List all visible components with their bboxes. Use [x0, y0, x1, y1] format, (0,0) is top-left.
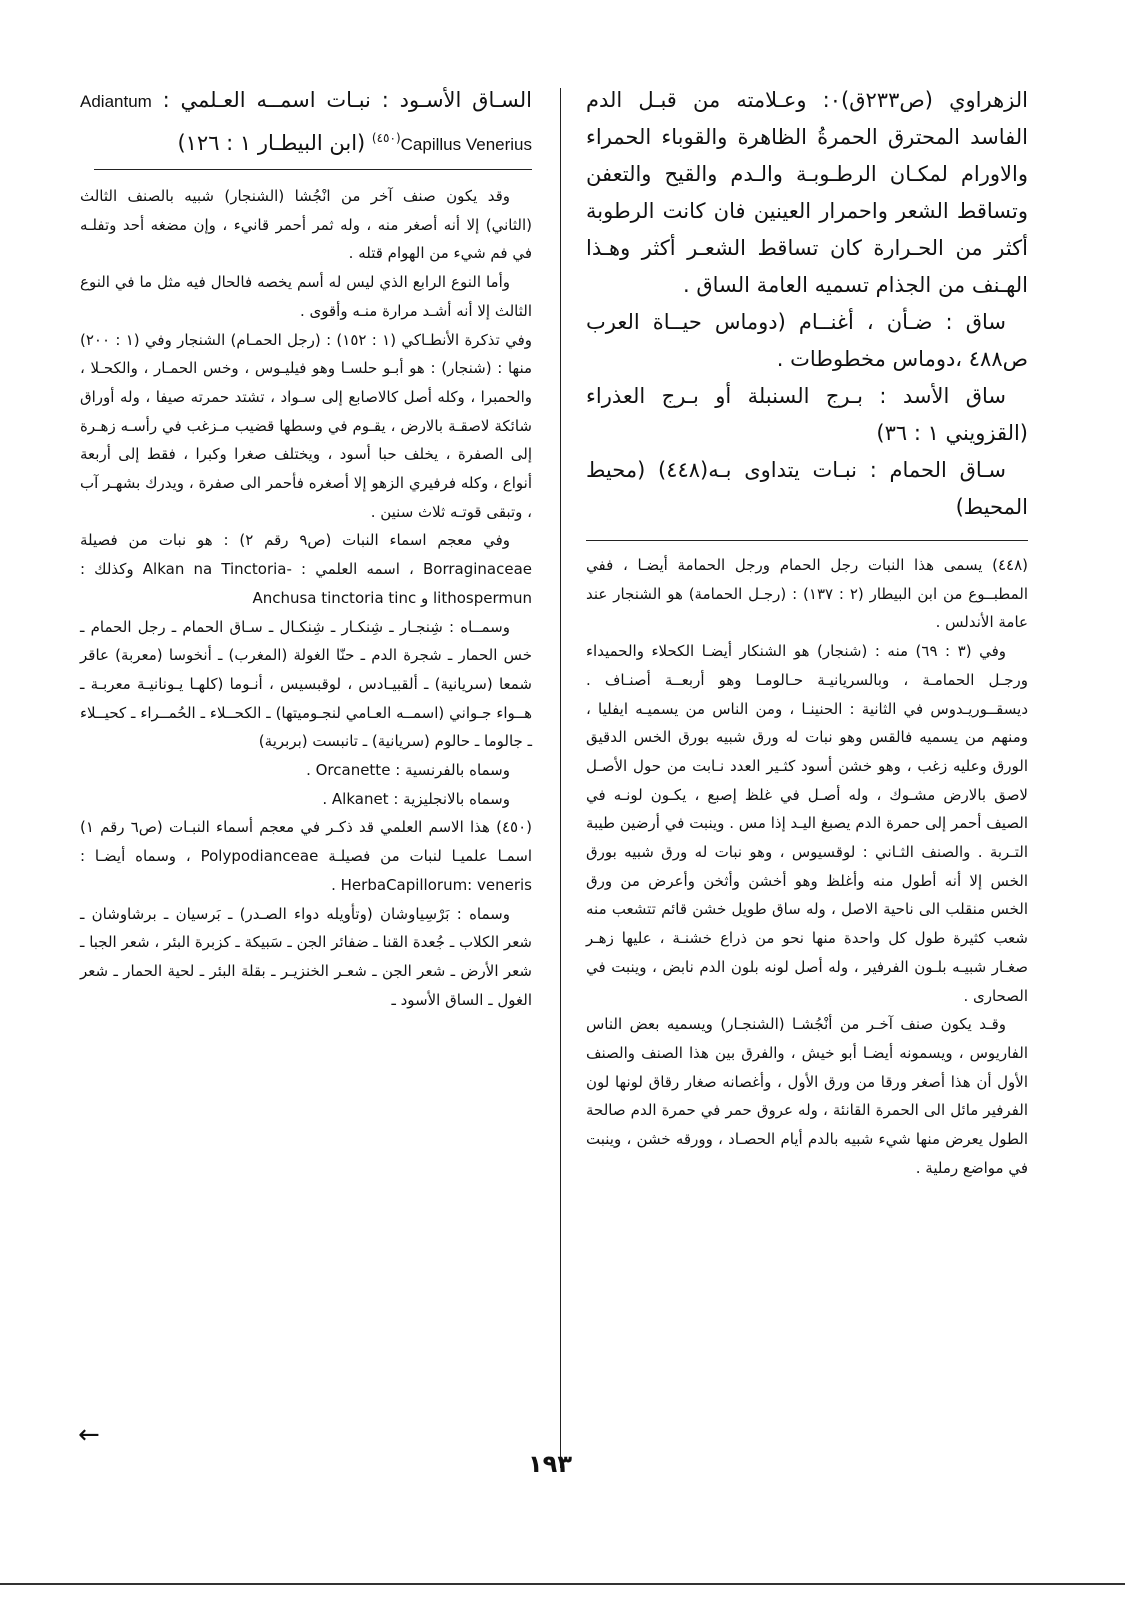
scan-bottom-edge — [0, 1583, 1125, 1585]
footnote-450-names: وسماه : بَرْسِياوشان (وتأويله دواء الصـدر) ـ بَرسيان ـ برشاوشان ـ شعر الكلاب ـ جُعدة القنا ـ ضفائر الجن ـ سَبيكة ـ كزبرة البئر ، شعر الجبا ـ شعر الأرض ـ شعر الجن ـ شعـر الخنزيـر ـ بقلة البئر ـ لحية الحمار ـ شعر الغول ـ الساق الأسود ـ — [80, 904, 532, 1009]
footnote-448-para-5: وأما النوع الرابع الذي ليس له أسم يخصه فالحال فيه مثل ما في النوع الثالث إلا أنه أشـد مرارة منـه وأقوى . — [80, 273, 532, 320]
left-column — [80, 82, 532, 1014]
entry-saq-al-asad: ساق الأسد : بـرج السنبلة أو بـرج العذراء (القزويني ١ : ٣٦) — [586, 384, 1028, 445]
entry-saq-al-aswad-text: السـاق الأسـود : نبـات اسمــه العـلمي : — [162, 88, 532, 112]
footnote-448-para-3: وقـد يكون صنف آخـر من أنْجُشـا (الشنجـار) ويسميه بعض الناس الفاريوس ، ويسمونه أيضـا أبو خيش ، والفرق بين هذا الصنف والصنف الأول أن هذا أصغر ورقا من ورق الأول ، وأغصانه صغار رقاق لونها لون الفرفير مائل الى الحمرة القانئة ، وله عروق حمر في حمرة الدم صالحة الطول يعرض منها شيء شبيه بالدم أيام الحصـاد ، وورقه خشن ، وينبت في مواضع رملية . — [586, 1015, 1028, 1177]
footnote-450: (٤٥٠) هذا الاسم العلمي قد ذكـر في معجم أسماء النبـات (ص٦ رقم ١) اسمـا علميـا لنبات من فصيلـة Polypodianceae ، وسماه أيضـا : HerbaCapillorum: veneris . — [80, 818, 532, 894]
footnote-448-english: وسماه بالانجليزية : Alkanet . — [322, 789, 510, 808]
right-column — [586, 82, 1028, 1182]
entry-saq-al-aswad-source: (ابن البيطـار ١ : ١٢٦) — [177, 131, 372, 155]
column-separator — [560, 88, 561, 1468]
footnote-ref-450: (٤٥٠) — [371, 131, 401, 145]
left-footnotes — [80, 182, 532, 1014]
footnote-448-para-4: وقد يكون صنف آخر من انْجُشا (الشنجار) شبيه بالصنف الثالث (الثاني) إلا أنه أصغر منه ، وله ثمر أحمر قانيء ، وإن مضغه أحد وتفلـه في فم شيء من الهوام قتله . — [80, 187, 532, 263]
footnote-448-french: وسماه بالفرنسية : Orcanette . — [306, 761, 510, 780]
latin-name: Adiantum Capillus Venerius — [80, 92, 532, 154]
left-main-text — [80, 82, 532, 163]
footnote-448-mujam: وفي معجم اسماء النبات (ص٩ رقم ٢) : هو نبات من فصيلة Borraginaceae ، اسمه العلمي : -Alkan na Tinctoria وكذلك : lithospermun و Anchusa tinctoria tinc — [80, 531, 533, 607]
entry-saq-al-aswad — [80, 82, 532, 163]
footnote-448: (٤٤٨) يسمى هذا النبات رجل الحمام ورجل الحمامة أيضـا ، ففي المطبــوع من ابن البيطار (٢ : ١٣٧) : (رجـل الحمامة) هو الشنجار عند عامة الأندلس . — [586, 556, 1029, 632]
entry-saq: ساق : ضـأن ، أغنــام (دوماس حيــاة العرب ص٤٨٨ ،دوماس مخطوطات . — [586, 310, 1028, 371]
footnote-divider-right — [586, 540, 1028, 541]
footnote-448-para-2: وفي (٣ : ٦٩) منه : (شنجار) هو الشنكار أيضـا الكحلاء والحميداء ورجـل الحمامـة ، وبالسريانيـة حـالومـا وهو أربعــة أصنـاف . ديسقــوريـدوس في الثانية : الحنينـا ، ومن الناس من يسميـه ايفليا ، ومنهم من يسميه فالقس وهو نبات له ورق شبيه بورق الخس الدقيق الورق وعليه زغب ، وهو خشن أسود كثـير العدد نـابت من حول الأصـل لاصق بالارض مشـوك ، وله أصـل في غلظ إصبع ، يكـون لونـه في الصيف أحمر إلى حمرة الدم يصبغ اليـد إذا مس . وينبت في أرضين طيبة التـربة . والصنف الثـاني : لوقسيوس ، وهو نبات له ورق شبيه بورق الخس إلا أنه أطول منه وأغلظ وهو أخشن وأثخن وأعرض من ورق الخس منقلب الى ناحية الاصل ، وله ساق طويل خشن قائم تتشعب منه شعب كثيرة طول كل واحدة منها نحو من ذراع خشنـة ، عليها زهـر صغـار شبيـه بلـون الفرفير ، وله أصل لونه بلون الدم نابض ، وينبت في الصحارى . — [586, 642, 1028, 1005]
footnote-divider-left — [94, 169, 532, 170]
continue-arrow-icon: ← — [78, 1420, 100, 1450]
right-footnotes — [586, 551, 1028, 1182]
entry-zahrawi: الزهراوي (ص٢٣٣ق)٠: وعـلامته من قبـل الدم الفاسد المحترق الحمرةُ الظاهرة والقوباء الحمراء والاورام لمكـان الرطـوبـة والـدم والقيح والتعفن وتساقط الشعر واحمرار العينين فان كانت الرطوبة أكثر من الحـرارة كان تساقط الشعـر أكثر وهـذا الهـنف من الجذام تسميه العامة الساق . — [586, 88, 1028, 297]
right-main-text — [586, 82, 1028, 526]
page-number: ١٩٣ — [528, 1450, 572, 1478]
footnote-448-names: وسمــاه : شِنجـار ـ شِنكـار ـ شِنكـال ـ سـاق الحمام ـ رجل الحمام ـ خس الحمار ـ شجرة الدم ـ حنّا الغولة (المغرب) ـ أنخوسا (معربة) عاقر شمعا (سريانية) ـ ألقبيـادس ، لوقبسيس ، أنـوما (كلهـا يـونانيـة معربـة ـ هــواء جـواني (اسمــه العـامي لنجـوميتها) ـ الكحــلاء ـ الحُمــراء ـ كحيــلاء ـ جالوما ـ حالوم (سريانية) ـ تانبست (بربرية) — [80, 617, 532, 751]
entry-saq-al-hamam: سـاق الحمام : نبـات يتداوى بـه(٤٤٨) (محيط المحيط) — [586, 458, 1028, 519]
footnote-448-antaki: وفي تذكرة الأنطـاكي (١ : ١٥٢) : (رجل الحمـام) الشنجار وفي (١ : ٢٠٠) منها : (شنجار) : هو أبـو حلسـا وهو فيليـوس ، وخس الحمـار ، والكحـلا ، والحمبرا ، وكله أصل كالاصابع إلى سـواد ، تشتد حمرته صيفا ، وله أوراق شائكة لاصقـة بالارض ، يقـوم في وسطها قضيب مـزغب في رأسـه زهـرة إلى الصفرة ، يخلف حبا أسود ، ويختلف صغرا وكبرا ، فقط إلى أربعة أنواع ، وكله فرفيري الزهو إلا أصغره فأحمر الى صفرة ، ويدرك بشهـر آب ، وتبقى قوتـه ثلاث سنين . — [80, 330, 532, 521]
